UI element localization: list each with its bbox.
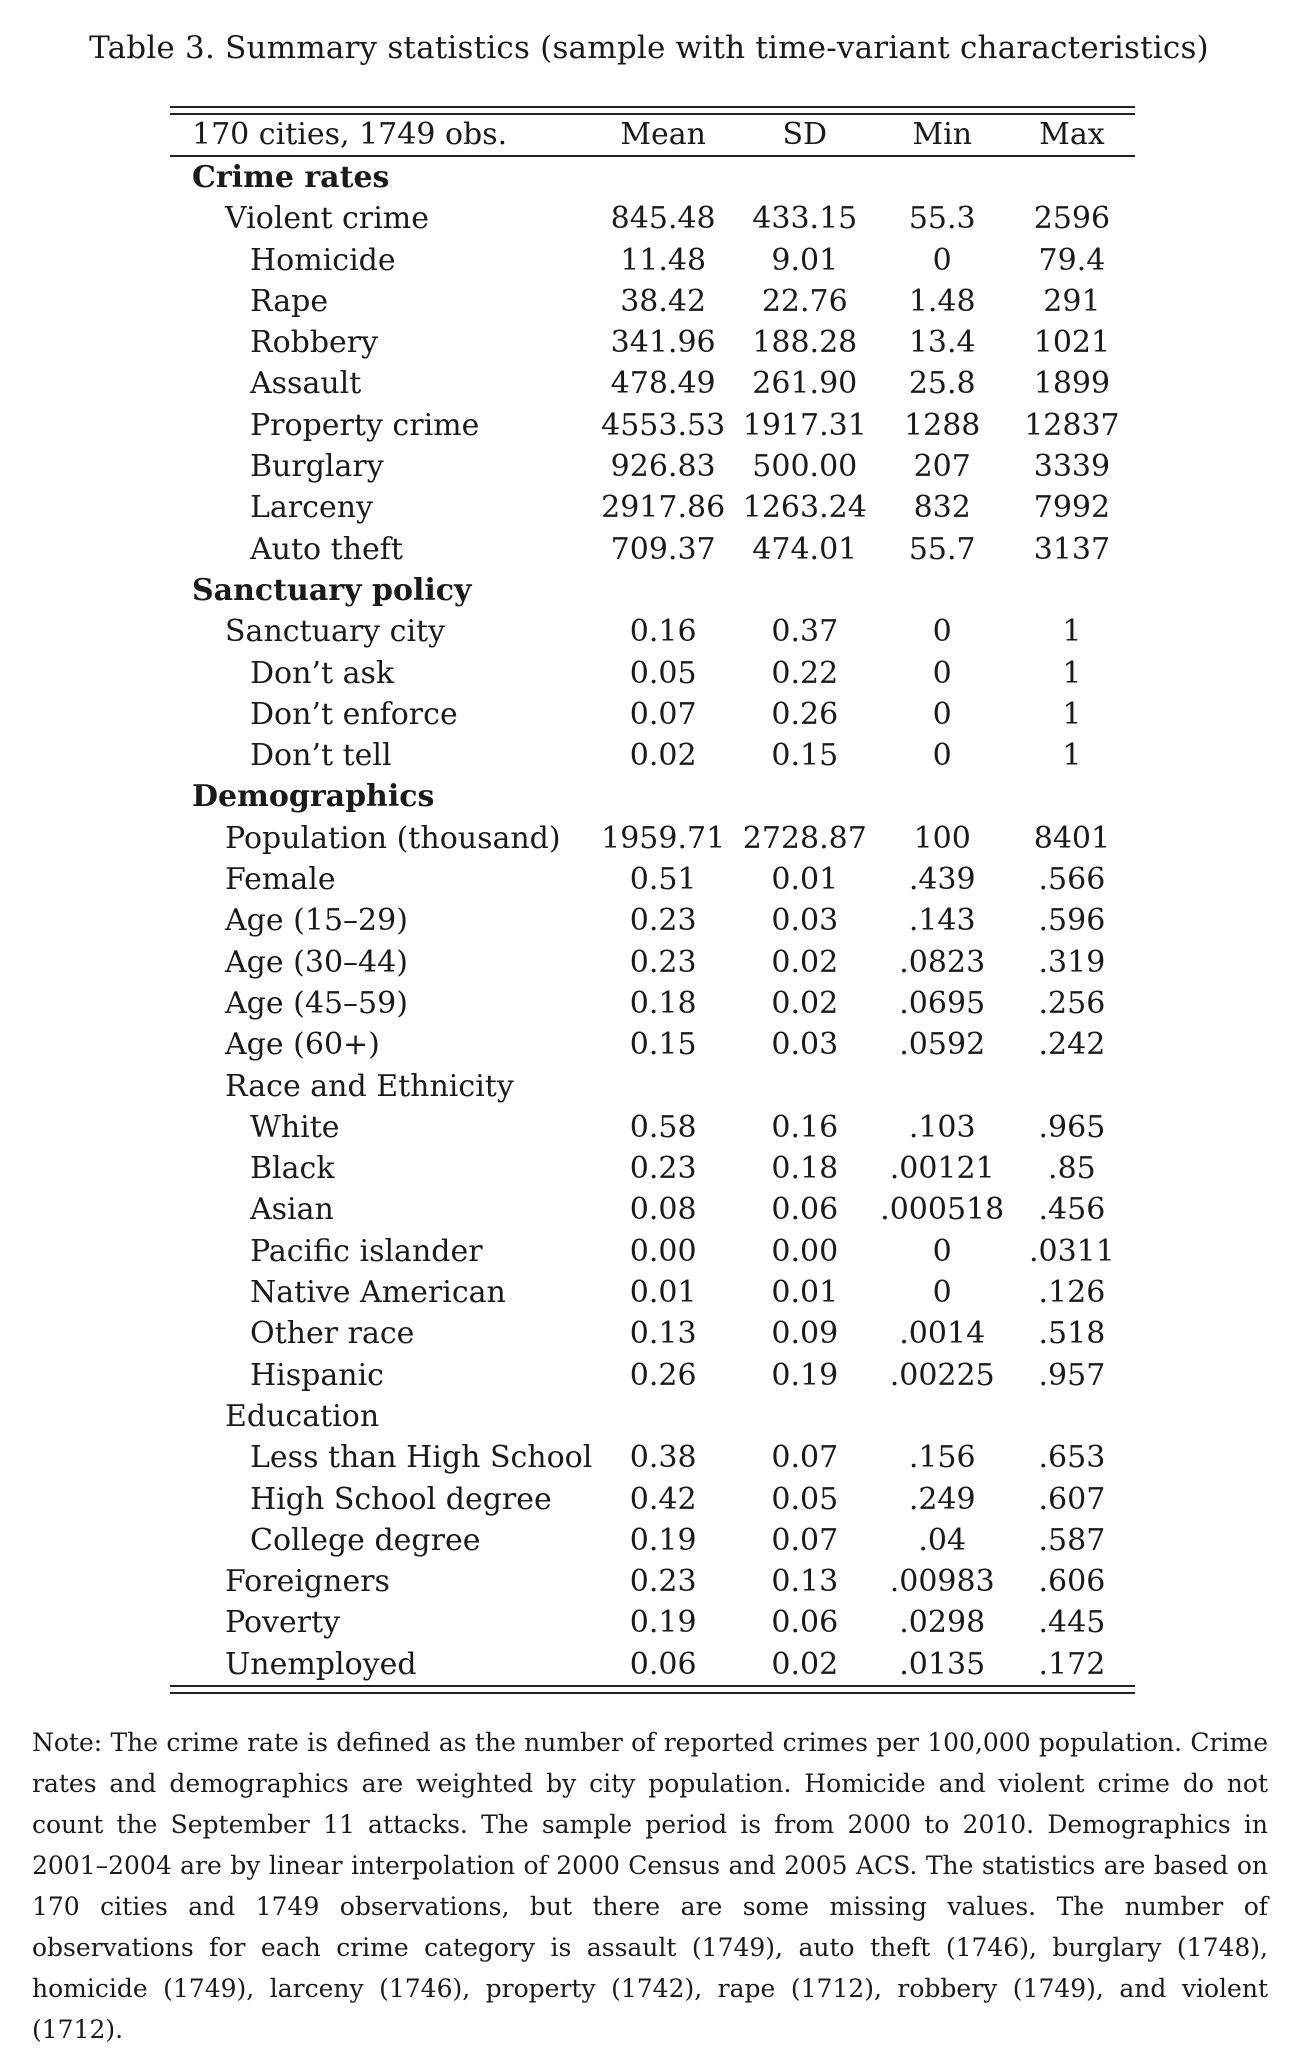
cell-sd: 2728.87 [742,820,867,856]
cell-sd: 0.02 [771,944,839,980]
cell-max: 1 [1062,738,1082,774]
table-note: Note: The crime rate is defined as the number of reported crimes per 100,000 population. Crime rates and demographics are weighted by city population. Homicide and violent crime do not count the September 11 attacks. The sample period is from 2000 to 2010. Demographics in 2001–2004 are by linear interpolation of 2000 Census and 2005 ACS. The statistics are based on 170 cities and 1749 observations, but there are some missing values. The number of observations for each crime category is assault (1749), auto theft (1746), burglary (1748), homicide (1749), larceny (1746), property (1742), rape (1712), robbery (1749), and violent (1712). [32,1728,1268,2044]
cell-sd: 1917.31 [742,407,867,443]
cell-sd: 474.01 [752,531,858,567]
cell-min: 207 [913,449,971,485]
table-row [170,1148,1135,1189]
summary-table [170,106,1135,1694]
cell-max: .256 [1038,985,1106,1021]
header-mean: Mean [620,117,706,152]
section-row [170,570,1135,611]
cell-mean [592,1066,734,1107]
cell-min: .0695 [899,985,986,1021]
cell-mean: 0.42 [629,1481,697,1517]
row-label: Native American [250,1275,506,1311]
cell-max: .587 [1038,1522,1106,1558]
table-row [170,198,1135,239]
cell-mean: 0.23 [629,1564,697,1600]
row-label: Age (45–59) [225,985,408,1021]
table-row [170,405,1135,446]
cell-min: .439 [908,862,976,898]
cell-max: 291 [1043,283,1101,319]
cell-sd: 0.15 [771,738,839,774]
cell-max [1009,156,1135,198]
cell-min: 0 [932,1275,952,1311]
cell-sd: 0.13 [771,1564,839,1600]
cell-mean: 0.16 [629,614,697,650]
cell-mean: 478.49 [610,366,716,402]
cell-max: 79.4 [1038,242,1106,278]
table-row [170,1437,1135,1478]
header-label: 170 cities, 1749 obs. [192,117,508,152]
cell-max: .445 [1038,1605,1106,1641]
header-min: Min [912,117,973,152]
cell-min: .0135 [899,1646,986,1682]
table-row [170,983,1135,1024]
cell-mean: 0.58 [629,1109,697,1145]
cell-sd [734,776,876,817]
cell-mean: 38.42 [620,283,707,319]
bottom-rule [170,1685,1135,1694]
cell-mean: 0.51 [629,862,697,898]
row-label: High School degree [250,1481,552,1517]
cell-min: .0592 [899,1027,986,1063]
row-label: Black [250,1151,335,1187]
cell-min: .000518 [880,1192,1005,1228]
row-label: Poverty [225,1605,341,1641]
table-row [170,735,1135,776]
stats-table [170,115,1135,1685]
cell-min: 832 [913,490,971,526]
cell-sd: 0.06 [771,1192,839,1228]
cell-mean: 709.37 [610,531,716,567]
cell-sd: 0.18 [771,1151,839,1187]
table-row [170,281,1135,322]
cell-mean: 4553.53 [601,407,726,443]
cell-min: 1.48 [908,283,976,319]
cell-sd: 0.16 [771,1109,839,1145]
section-row [170,776,1135,817]
cell-mean: 0.19 [629,1522,697,1558]
cell-min: 0 [932,738,952,774]
row-label: White [250,1109,340,1145]
row-label: Hispanic [250,1357,384,1393]
table-row [170,1066,1135,1107]
cell-mean: 0.23 [629,1151,697,1187]
cell-min [876,1396,1009,1437]
cell-sd: 0.00 [771,1233,839,1269]
cell-min: 0 [932,614,952,650]
cell-sd: 9.01 [771,242,839,278]
table-row [170,240,1135,281]
cell-max: 3137 [1033,531,1111,567]
cell-max [1009,776,1135,817]
cell-mean: 0.00 [629,1233,697,1269]
cell-mean [592,1396,734,1437]
cell-sd: 0.02 [771,985,839,1021]
table-row [170,1107,1135,1148]
row-label: Don’t ask [250,655,395,691]
cell-sd: 188.28 [752,325,858,361]
cell-min: .143 [908,903,976,939]
cell-min: .249 [908,1481,976,1517]
cell-mean: 0.08 [629,1192,697,1228]
row-label: Race and Ethnicity [225,1068,514,1104]
cell-max: .85 [1048,1151,1096,1187]
cell-max: .653 [1038,1440,1106,1476]
row-label: Auto theft [250,531,403,567]
cell-max: .965 [1038,1109,1106,1145]
cell-max: .242 [1038,1027,1106,1063]
cell-max: .957 [1038,1357,1106,1393]
cell-max: 7992 [1033,490,1111,526]
cell-sd: 0.03 [771,1027,839,1063]
cell-max: 8401 [1033,820,1111,856]
row-label: Population (thousand) [225,820,561,856]
cell-min [876,156,1009,198]
cell-sd: 500.00 [752,449,858,485]
table-row [170,1313,1135,1354]
cell-min: 55.7 [908,531,976,567]
cell-min [876,1066,1009,1107]
cell-max: 1 [1062,696,1082,732]
cell-sd: 0.37 [771,614,839,650]
cell-sd: 0.03 [771,903,839,939]
row-label: Robbery [250,325,379,361]
table-row [170,1644,1135,1685]
table-row [170,859,1135,900]
cell-min: .103 [908,1109,976,1145]
row-label: Asian [250,1192,334,1228]
table-row [170,900,1135,941]
row-label: Assault [250,366,362,402]
cell-max: .456 [1038,1192,1106,1228]
table-caption: Table 3. Summary statistics (sample with time-variant characteristics) [89,30,1209,66]
row-label: Property crime [250,407,480,443]
cell-sd [734,1396,876,1437]
cell-max [1009,1066,1135,1107]
row-label: Rape [250,283,329,319]
cell-mean: 0.19 [629,1605,697,1641]
header-row [170,115,1135,156]
row-label: Age (15–29) [225,903,408,939]
row-label: Sanctuary city [225,614,446,650]
row-label: Demographics [192,779,435,815]
cell-min: .00225 [889,1357,995,1393]
cell-sd: 0.02 [771,1646,839,1682]
cell-mean: 2917.86 [601,490,726,526]
cell-sd: 0.07 [771,1522,839,1558]
cell-max: .172 [1038,1646,1106,1682]
cell-min [876,570,1009,611]
cell-mean: 0.38 [629,1440,697,1476]
table-row [170,487,1135,528]
cell-mean [592,776,734,817]
cell-mean: 341.96 [610,325,716,361]
cell-min: 100 [913,820,971,856]
row-label: College degree [250,1522,481,1558]
cell-sd: 433.15 [752,201,858,237]
table-row [170,529,1135,570]
cell-max: .0311 [1028,1233,1115,1269]
table-row [170,694,1135,735]
cell-sd: 261.90 [752,366,858,402]
table-row [170,653,1135,694]
table-row [170,446,1135,487]
cell-min: .0823 [899,944,986,980]
cell-max: 1 [1062,614,1082,650]
row-label: Burglary [250,449,384,485]
row-label: Pacific islander [250,1233,483,1269]
row-label: Don’t tell [250,738,392,774]
cell-max: .607 [1038,1481,1106,1517]
cell-sd: 22.76 [761,283,848,319]
cell-mean: 0.01 [629,1275,697,1311]
table-row [170,1355,1135,1396]
cell-min: .156 [908,1440,976,1476]
table-row [170,322,1135,363]
cell-max: .606 [1038,1564,1106,1600]
table-row [170,1561,1135,1602]
table-row [170,1231,1135,1272]
cell-mean: 0.26 [629,1357,697,1393]
cell-mean [592,156,734,198]
table-row [170,1396,1135,1437]
row-label: Female [225,862,336,898]
cell-mean: 0.15 [629,1027,697,1063]
cell-mean: 845.48 [610,201,716,237]
cell-max: 12837 [1024,407,1120,443]
cell-sd: 0.09 [771,1316,839,1352]
table-row [170,1272,1135,1313]
row-label: Sanctuary policy [192,572,472,608]
cell-max: 3339 [1033,449,1111,485]
table-row [170,363,1135,404]
cell-min: .04 [918,1522,967,1558]
cell-min: .00121 [889,1151,995,1187]
row-label: Crime rates [170,156,592,198]
cell-mean: 1959.71 [601,820,726,856]
row-label: Larceny [250,490,373,526]
cell-min: .0298 [899,1605,986,1641]
cell-mean: 0.02 [629,738,697,774]
table-row [170,1024,1135,1065]
cell-mean: 11.48 [620,242,707,278]
cell-min: 0 [932,696,952,732]
cell-min: 13.4 [908,325,976,361]
cell-sd: 0.01 [771,1275,839,1311]
cell-mean: 0.05 [629,655,697,691]
cell-sd: 0.22 [771,655,839,691]
cell-min: .0014 [899,1316,986,1352]
table-row [170,1602,1135,1643]
cell-max: 1899 [1033,366,1111,402]
row-label: Other race [250,1316,415,1352]
cell-sd: 0.26 [771,696,839,732]
cell-max: 1021 [1033,325,1111,361]
cell-min: 0 [932,242,952,278]
cell-sd: 0.19 [771,1357,839,1393]
section-row [170,156,1135,198]
table-body [170,156,1135,1685]
row-label: Age (30–44) [225,944,408,980]
row-label: Violent crime [225,201,429,237]
cell-min: .00983 [889,1564,995,1600]
cell-min [876,776,1009,817]
cell-sd [734,1066,876,1107]
cell-sd: 0.01 [771,862,839,898]
cell-min: 0 [932,1233,952,1269]
cell-sd: 0.05 [771,1481,839,1517]
row-label: Foreigners [225,1564,390,1600]
cell-max: .518 [1038,1316,1106,1352]
cell-mean: 0.23 [629,903,697,939]
cell-max: 1 [1062,655,1082,691]
cell-min: 0 [932,655,952,691]
row-label: Don’t enforce [250,696,458,732]
row-label: Unemployed [225,1646,417,1682]
top-rule [170,106,1135,115]
table-row [170,942,1135,983]
table-row [170,1520,1135,1561]
cell-sd: 0.06 [771,1605,839,1641]
cell-max: 2596 [1033,201,1111,237]
row-label: Education [225,1398,380,1434]
cell-min: 25.8 [908,366,976,402]
cell-mean: 926.83 [610,449,716,485]
header-max: Max [1039,117,1105,152]
cell-mean: 0.13 [629,1316,697,1352]
cell-max: .596 [1038,903,1106,939]
cell-max: .566 [1038,862,1106,898]
cell-sd [734,570,876,611]
cell-mean: 0.07 [629,696,697,732]
cell-min: 55.3 [908,201,976,237]
row-label: Homicide [250,242,396,278]
table-row [170,818,1135,859]
cell-mean: 0.06 [629,1646,697,1682]
cell-sd: 0.07 [771,1440,839,1476]
cell-sd: 1263.24 [742,490,867,526]
cell-max: .126 [1038,1275,1106,1311]
cell-mean: 0.18 [629,985,697,1021]
table-row [170,1189,1135,1230]
header-sd: SD [782,117,828,152]
row-label: Age (60+) [225,1027,380,1063]
cell-mean [592,570,734,611]
table-row [170,611,1135,652]
row-label: Less than High School [250,1440,593,1476]
cell-min: 1288 [904,407,981,443]
cell-sd [734,156,876,198]
cell-mean: 0.23 [629,944,697,980]
cell-max [1009,1396,1135,1437]
cell-max: .319 [1038,944,1106,980]
table-row [170,1479,1135,1520]
cell-max [1009,570,1135,611]
